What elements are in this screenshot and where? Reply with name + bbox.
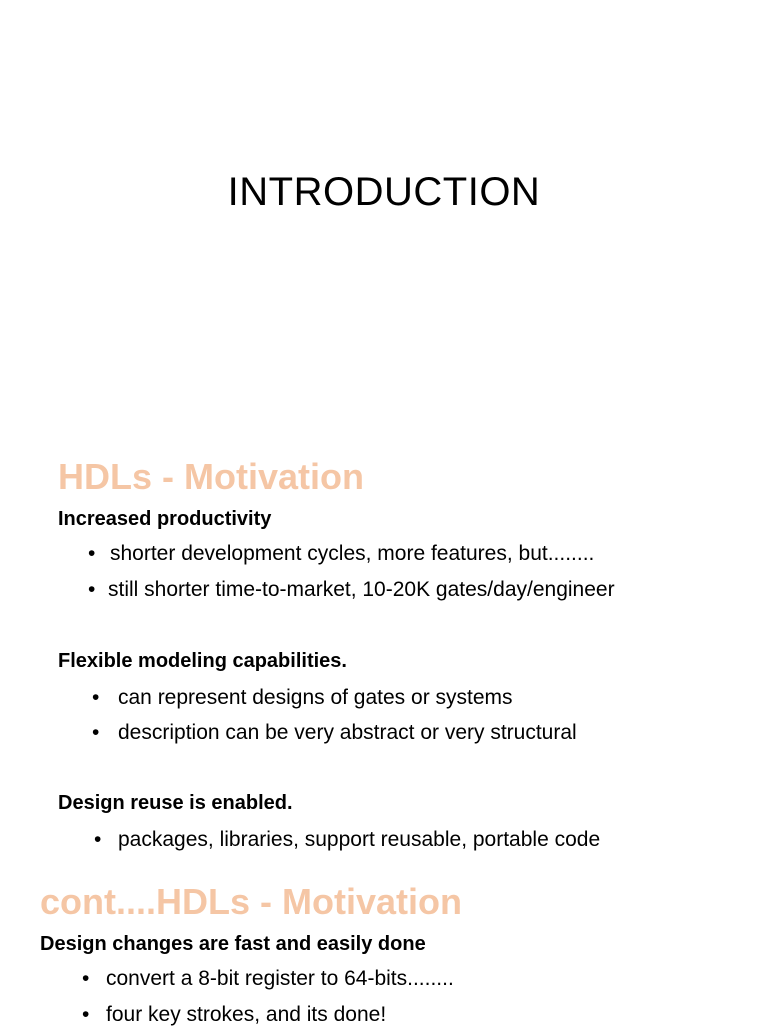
hdls-motivation-cont-slide: [0, 877, 768, 1024]
slide-title: INTRODUCTION: [227, 170, 541, 214]
bullet-item: [92, 721, 577, 745]
slide-heading: HDLs - Motivation: [58, 456, 364, 497]
bullet-glyph: •: [82, 967, 90, 990]
bullet-glyph: •: [94, 828, 102, 851]
section-title-design-changes: Design changes are fast and easily done: [40, 933, 426, 955]
bullet-item: [92, 686, 513, 710]
bullet-glyph: •: [88, 542, 96, 565]
bullet-item: [82, 967, 454, 991]
bullet-item: [88, 578, 615, 602]
bullet-glyph: •: [92, 686, 100, 709]
bullet-text: packages, libraries, support reusable, portable code: [118, 828, 601, 851]
bullet-text: description can be very abstract or very structural: [118, 721, 577, 744]
hdls-motivation-slide: [0, 432, 768, 877]
slide-heading: cont....HDLs - Motivation: [40, 881, 462, 922]
bullet-glyph: •: [92, 721, 100, 744]
section-title-productivity: Increased productivity: [58, 508, 272, 530]
bullet-item: [82, 1003, 386, 1027]
section-title-modeling: Flexible modeling capabilities.: [58, 650, 347, 672]
bullet-text: four key strokes, and its done!: [106, 1003, 387, 1026]
section-title-reuse: Design reuse is enabled.: [58, 792, 293, 814]
bullet-text: still shorter time-to-market, 10-20K gates/day/engineer: [108, 578, 615, 601]
bullet-text: shorter development cycles, more features, but........: [110, 542, 595, 565]
bullet-text: can represent designs of gates or systems: [118, 686, 513, 709]
bullet-glyph: •: [82, 1003, 90, 1026]
bullet-item: [94, 828, 600, 852]
bullet-glyph: •: [88, 578, 96, 601]
title-slide: [0, 0, 768, 432]
bullet-item: [88, 542, 594, 566]
bullet-text: convert a 8-bit register to 64-bits........: [106, 967, 454, 990]
